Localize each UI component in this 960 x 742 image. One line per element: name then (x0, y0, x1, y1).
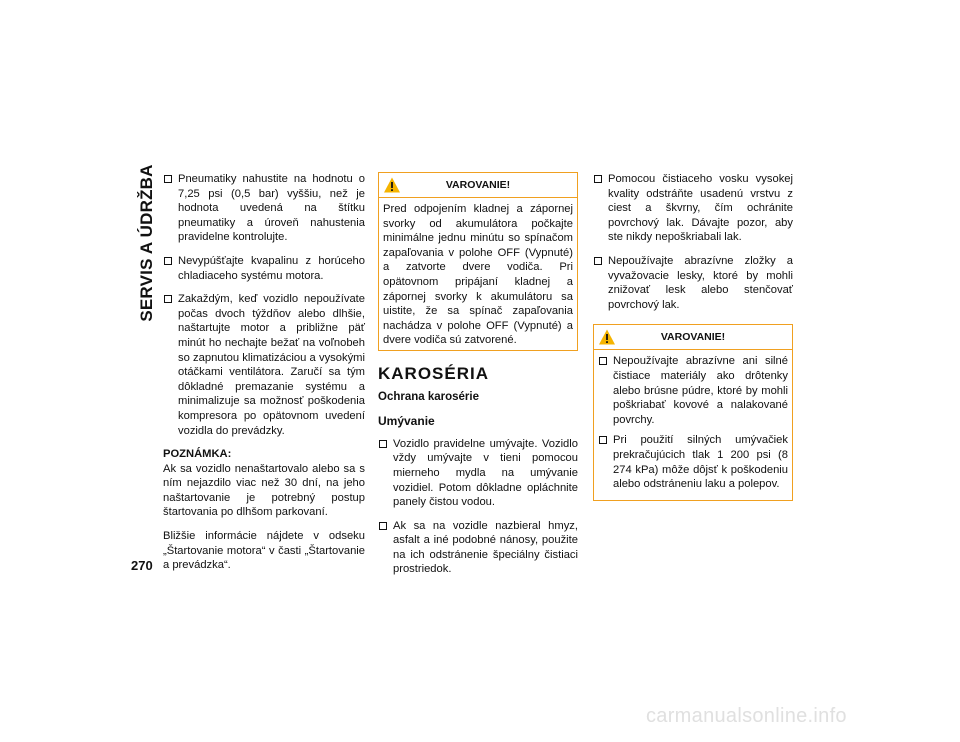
list-item-text: Pneumatiky nahustite na hodnotu o 7,25 psi (0,5 bar) vyššiu, než je hodnota uvedená na štítku pneumatiky a úroveň nahustenia pravidelne kontrolujte. (178, 173, 365, 244)
list-item-text: Nepoužívajte abrazívne zložky a vyvažovacie lesky, ktoré by mohli znižovať lesk alebo stenčovať povrchový lak. (608, 254, 793, 311)
list-item-text: Zakaždým, keď vozidlo nepoužívate počas dvoch týždňov alebo dlhšie, naštartujte motor a približne päť minút ho nechajte bežať na voľnobeh so zapnutou klimatizáciou a vysokými otáčkami ventilátora. Zaručí sa tým dôkladné premazanie systému a minimalizuje sa možnosť poškodenia kompresora po opätovnom uvedení vozidla do prevádzky. (178, 293, 365, 437)
list-item-text: Ak sa na vozidle nazbieral hmyz, asfalt a iné podobné nánosy, použite na ich odstránenie špeciálny čistiaci prostriedok. (393, 519, 578, 576)
list-item-text: Pri použití silných umývačiek prekračujúcich tlak 1 200 psi (8 274 kPa) môže dôjsť k poškodeniu alebo odstráneniu laku a polepov. (613, 434, 788, 491)
bullet-square-icon (594, 175, 602, 183)
warning-body (594, 350, 792, 499)
column-3 (593, 172, 793, 515)
warning-header (379, 173, 577, 198)
list-item (378, 437, 578, 510)
warning-box (378, 172, 578, 351)
list-item (598, 354, 788, 427)
warning-title: VAROVANIE! (445, 179, 511, 191)
page-number: 270 (131, 558, 153, 573)
section-heading: KAROSÉRIA (378, 363, 490, 383)
bullet-square-icon (599, 357, 607, 365)
warning-triangle-icon (598, 328, 616, 346)
list-item-text: Pomocou čistiaceho vosku vysokej kvality odstráňte usadenú vrstvu z ciest a škvrny, čím ochránite povrchový lak. Dávajte pozor, aby ste nikdy nepoškriabali lak. (608, 173, 793, 244)
bullet-square-icon (379, 522, 387, 530)
more-info-text: Bližšie informácie nájdete v odseku „Štartovanie motora“ v časti „Štartovanie a prevádzka“. (163, 530, 365, 572)
bullet-square-icon (164, 295, 172, 303)
list-item (593, 254, 793, 312)
note-title: POZNÁMKA: (163, 448, 232, 461)
warning-text: Pred odpojením kladnej a zápornej svorky od akumulátora počkajte minimálne jednu minútu so spínačom zapaľovania v polohe OFF (Vypnuté) a zatvorte dvere vodiča. Pri opätovnom pripájaní kladnej a zápornej svorky k akumulátoru sa uistite, že sa spínač zapaľovania nachádza v polohe OFF (Vypnuté) a dvere vodiča sú zatvorené. (383, 203, 573, 347)
list-item-text: Vozidlo pravidelne umývajte. Vozidlo vždy umývajte v tieni pomocou mierneho mydla na umývanie vozidiel. Potom dôkladne opláchnite panely čistou vodou. (393, 437, 578, 509)
list-item (163, 292, 365, 438)
bullet-square-icon (164, 257, 172, 265)
list-item (163, 254, 365, 283)
bullet-square-icon (594, 257, 602, 265)
list-item-text: Nevypúšťajte kvapalinu z horúceho chladiaceho systému motora. (178, 254, 365, 282)
list-item (163, 172, 365, 245)
note-text: Ak sa vozidlo nenaštartovalo alebo sa s ním nejazdilo viac než 30 dní, na jeho naštartovanie je potrebný postup štartovania po dlhšom parkovaní. (163, 462, 365, 519)
bullet-square-icon (599, 436, 607, 444)
subheading: Ochrana karosérie (378, 390, 480, 403)
column-1 (163, 172, 365, 582)
warning-triangle-icon (383, 176, 401, 194)
warning-box (593, 324, 793, 500)
list-item-text: Nepoužívajte abrazívne ani silné čistiace materiály ako drôtenky alebo brúsne púdre, ktoré by mohli poškriabať kovové a nalakované povrchy. (613, 355, 788, 426)
subsubheading: Umývanie (378, 414, 435, 429)
list-item (378, 519, 578, 577)
bullet-square-icon (164, 175, 172, 183)
list-item (598, 433, 788, 491)
warning-header (594, 325, 792, 350)
column-2 (378, 172, 578, 586)
section-side-title (136, 164, 158, 322)
bullet-square-icon (379, 440, 387, 448)
list-item (593, 172, 793, 245)
watermark: carmanualsonline.info (646, 705, 847, 727)
section-title-text: SERVIS A ÚDRŽBA (137, 164, 156, 322)
warning-title: VAROVANIE! (660, 331, 726, 344)
